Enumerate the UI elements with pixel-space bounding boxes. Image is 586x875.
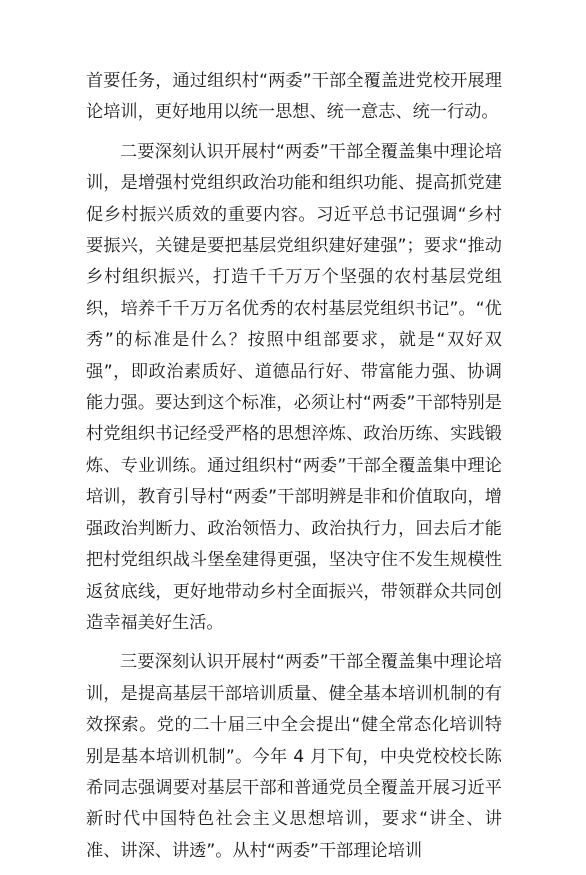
paragraph-3: 三要深刻认识开展村“两委”干部全覆盖集中理论培训，是提高基层干部培训质量、健全基本培训机制的有效探索。党的二十届三中全会提出“健全常态化培训特别是基本培训机制”。今年 4 月下旬，中央党校校长陈希同志强调要对基层干部和普通党员全覆盖开展习近平新时代中国特色社会主义思想培训，要求“讲全、讲准、讲深、讲透”。从村“两委”干部理论培训 (86, 652, 502, 861)
paragraph-2: 二要深刻认识开展村“两委”干部全覆盖集中理论培训，是增强村党组织政治功能和组织功能、提高抓党建促乡村振兴质效的重要内容。习近平总书记强调“乡村要振兴，关键是要把基层党组织建好建强”；要求“推动乡村组织振兴，打造千千万万个坚强的农村基层党组织，培养千千万万名优秀的农村基层党组织书记”。“优秀”的标准是什么？按照中组部要求，就是“双好双强”，即政治素质好、道德品行好、带富能力强、协调能力强。要达到这个标准，必须让村“两委”干部特别是村党组织书记经受严格的思想淬炼、政治历练、实践锻炼、专业训练。通过组织村“两委”干部全覆盖集中理论培训，教育引导村“两委”干部明辨是非和价值取向，增强政治判断力、政治领悟力、政治执行力，回去后才能把村党组织战斗堡垒建得更强，坚决守住不发生规模性返贫底线，更好地带动乡村全面振兴，带领群众共同创造幸福美好生活。 (86, 141, 502, 633)
document-page (86, 66, 502, 875)
paragraph-1: 首要任务，通过组织村“两委”干部全覆盖进党校开展理论培训，更好地用以统一思想、统一意志、统一行动。 (86, 71, 502, 123)
